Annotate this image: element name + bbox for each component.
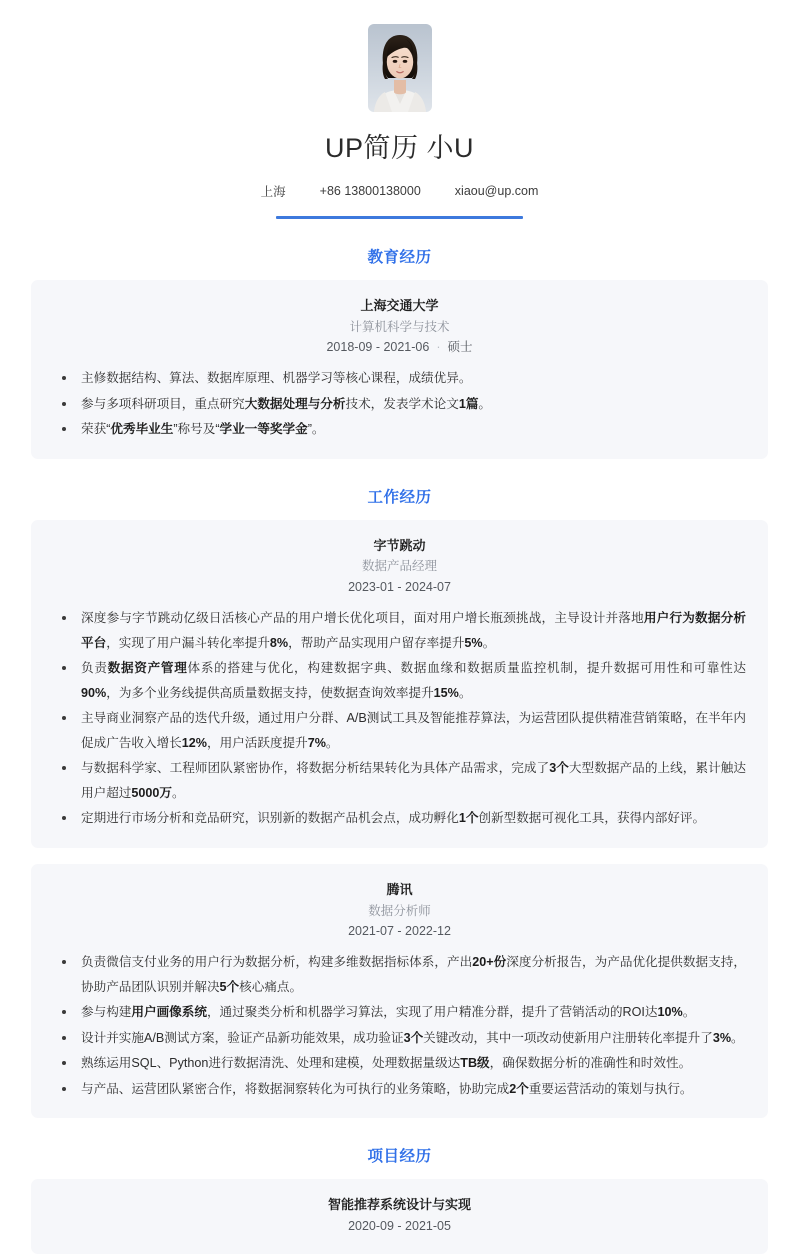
highlight-text: 8%: [269, 635, 289, 650]
highlight-text: 7%: [307, 735, 326, 750]
contact-phone: +86 13800138000: [319, 183, 421, 198]
highlight-text: 10%: [657, 1005, 683, 1020]
bullet-item: 定期进行市场分析和竞品研究，识别新的数据产品机会点，成功孵化1个创新型数据可视化工具，获得内部好评。: [53, 806, 746, 831]
highlight-text: 3个: [549, 761, 569, 776]
highlight-text: 5000万: [131, 785, 172, 800]
highlight-text: 大数据处理与分析: [244, 396, 346, 411]
entry-dates: 2023-01 - 2024-07: [348, 580, 451, 595]
meta-separator: ·: [436, 340, 441, 355]
header-divider: [276, 216, 523, 219]
bullet-list: [53, 606, 746, 831]
resume-section: [0, 485, 799, 1119]
entry-header: [53, 1195, 746, 1238]
page-title: UP简历 小U: [324, 133, 474, 163]
bullet-item: 设计并实施A/B测试方案，验证产品新功能效果，成功验证3个关键改动，其中一项改动使新用户注册转化率提升了3%。: [53, 1026, 746, 1051]
entry-date-range: [53, 1216, 746, 1238]
entry-role: 数据产品经理: [361, 559, 437, 574]
highlight-text: 90%: [81, 685, 107, 700]
bullet-item: 负责微信支付业务的用户行为数据分析，构建多维数据指标体系，产出20+份深度分析报告，为产品优化提供数据支持，协助产品团队识别并解决5个核心痛点。: [53, 950, 746, 999]
entry-date-range: [53, 577, 746, 599]
entry-organization: 上海交通大学: [360, 297, 439, 313]
highlight-text: 5%: [464, 635, 483, 650]
bullet-item: 荣获“优秀毕业生”称号及“学业一等奖学金”。: [53, 417, 746, 442]
contact-row: [0, 182, 799, 200]
bullet-item: 负责数据资产管理体系的搭建与优化，构建数据字典、数据血缘和数据质量监控机制，提升数据可用性和可靠性达90%，为多个业务线提供高质量数据支持，使数据查询效率提升15%。: [53, 656, 746, 705]
section-title: 教育经历: [367, 248, 432, 266]
entry-header: [53, 536, 746, 599]
bullet-item: 参与构建用户画像系统，通过聚类分析和机器学习算法，实现了用户精准分群，提升了营销活动的ROI达10%。: [53, 1000, 746, 1025]
entry-organization: 字节跳动: [373, 537, 426, 553]
entry-organization: 智能推荐系统设计与实现: [327, 1197, 471, 1213]
highlight-text: 2个: [509, 1081, 529, 1096]
highlight-text: 数据资产管理: [107, 661, 188, 676]
highlight-text: 优秀毕业生: [110, 422, 174, 437]
resume-section: [0, 245, 799, 459]
entry-card: [31, 864, 768, 1119]
resume-sections: [0, 245, 799, 1254]
entry-dates: 2018-09 - 2021-06: [326, 340, 430, 355]
entry-degree: 硕士: [447, 340, 473, 355]
resume-section: [0, 1144, 799, 1254]
highlight-text: 15%: [433, 685, 459, 700]
highlight-text: 用户行为数据分析平台: [81, 610, 747, 650]
entry-role: 数据分析师: [368, 903, 431, 918]
avatar: [368, 24, 432, 112]
bullet-list: [53, 366, 746, 442]
bullet-item: 参与多项科研项目，重点研究大数据处理与分析技术，发表学术论文1篇。: [53, 392, 746, 417]
highlight-text: 12%: [181, 735, 207, 750]
highlight-text: 5个: [219, 979, 240, 994]
entry-card: [31, 520, 768, 848]
section-title: 工作经历: [367, 488, 432, 506]
bullet-item: 与产品、运营团队紧密合作，将数据洞察转化为可执行的业务策略，协助完成2个重要运营活动的策划与执行。: [53, 1077, 746, 1102]
highlight-text: 3个: [403, 1030, 424, 1045]
highlight-text: 用户画像系统: [131, 1005, 207, 1020]
entry-date-range: [53, 337, 746, 359]
highlight-text: 1篇: [458, 396, 479, 411]
contact-email: xiaou@up.com: [454, 183, 539, 198]
bullet-item: 主导商业洞察产品的迭代升级，通过用户分群、A/B测试工具及智能推荐算法，为运营团队提供精准营销策略，在半年内促成广告收入增长12%，用户活跃度提升7%。: [53, 706, 746, 755]
resume-header: [0, 0, 799, 219]
entry-dates: 2020-09 - 2021-05: [348, 1219, 451, 1234]
highlight-text: 1个: [458, 811, 479, 826]
bullet-item: 深度参与字节跳动亿级日活核心产品的用户增长优化项目，面对用户增长瓶颈挑战，主导设计并落地用户行为数据分析平台，实现了用户漏斗转化率提升8%，帮助产品实现用户留存率提升5%。: [53, 606, 746, 655]
entry-header: [53, 296, 746, 359]
entry-header: [53, 880, 746, 943]
entry-organization: 腾讯: [386, 881, 413, 897]
highlight-text: TB级: [460, 1056, 490, 1071]
bullet-item: 主修数据结构、算法、数据库原理、机器学习等核心课程，成绩优异。: [53, 366, 746, 391]
entry-dates: 2021-07 - 2022-12: [348, 924, 451, 939]
entry-card: [31, 1179, 768, 1254]
section-title: 项目经历: [367, 1148, 432, 1166]
entry-card: [31, 280, 768, 459]
contact-location: 上海: [260, 184, 286, 199]
highlight-text: 3%: [712, 1030, 732, 1045]
entry-date-range: [53, 921, 746, 943]
highlight-text: 20+份: [472, 955, 507, 970]
bullet-item: 熟练运用SQL、Python进行数据清洗、处理和建模，处理数据量级达TB级，确保数据分析的准确性和时效性。: [53, 1051, 746, 1076]
entry-role: 计算机科学与技术: [349, 319, 450, 334]
highlight-text: 学业一等奖学金: [219, 422, 308, 437]
bullet-list: [53, 950, 746, 1101]
bullet-item: 与数据科学家、工程师团队紧密协作，将数据分析结果转化为具体产品需求，完成了3个大型数据产品的上线，累计触达用户超过5000万。: [53, 756, 746, 805]
